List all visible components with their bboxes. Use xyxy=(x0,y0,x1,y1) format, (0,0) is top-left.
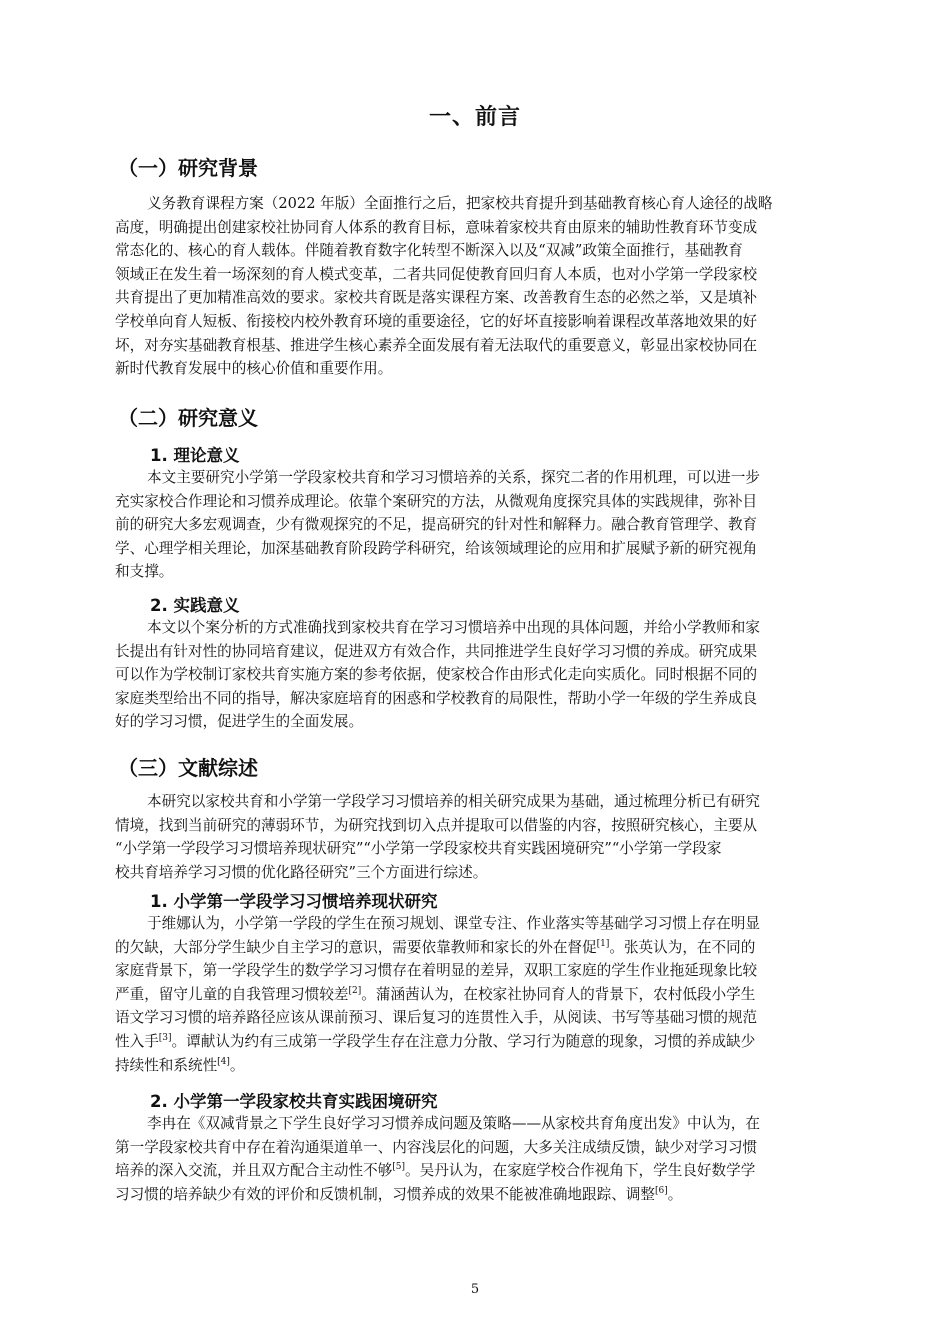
text-line: 坏，对夯实基础教育根基、推进学生核心素养全面发展有着无法取代的重要意义，彰显出家校协同在 xyxy=(115,336,758,354)
section-title-background: （一）研究背景 xyxy=(118,156,258,180)
text-line: 语文学习习惯的培养路径应该从课前预习、课后复习的连贯性入手，从阅读、书写等基础习惯的规范 xyxy=(115,1009,758,1027)
text-fragment: 。 xyxy=(229,1056,245,1074)
citation-ref[interactable]: [3] xyxy=(158,1032,172,1043)
subsection-title-practice: 2. 实践意义 xyxy=(150,596,240,615)
text-fragment: 。吴丹认为，在家庭学校合作视角下，学生良好数学学 xyxy=(405,1162,756,1180)
subsection-title-status: 1. 小学第一学段学习习惯培养现状研究 xyxy=(150,892,438,911)
paragraph-difficulty xyxy=(115,1112,857,1206)
citation-ref[interactable]: [5] xyxy=(392,1162,406,1173)
text-fragment: 。张英认为，在不同的 xyxy=(609,938,756,956)
text-line: 校共育培养学习习惯的优化路径研究”三个方面进行综述。 xyxy=(115,863,488,881)
section-title-significance: （二）研究意义 xyxy=(118,406,258,430)
text-line: 前的研究大多宏观调查，少有微观探究的不足，提高研究的针对性和解释力。融合教育管理学、教育 xyxy=(115,516,758,534)
text-fragment: 。谭献认为约有三成第一学段学生存在注意力分散、学习行为随意的现象，习惯的养成缺少 xyxy=(171,1032,756,1050)
text-line: 和支撑。 xyxy=(115,563,174,581)
text-line: 充实家校合作理论和习惯养成理论。依靠个案研究的方法，从微观角度探究具体的实践规律，弥补目 xyxy=(115,492,758,510)
text-line xyxy=(115,983,857,1007)
citation-ref[interactable]: [1] xyxy=(596,938,610,949)
text-line: 本文主要研究小学第一学段家校共育和学习习惯培养的关系，探究二者的作用机理，可以进一步 xyxy=(147,469,760,486)
text-line: 长提出有针对性的协同培育建议，促进双方有效合作，共同推进学生良好学习习惯的养成。研究成果 xyxy=(115,642,758,660)
text-line: 家庭背景下，第一学段学生的数学学习习惯存在着明显的差异，双职工家庭的学生作业拖延现象比较 xyxy=(115,962,758,980)
text-line: 本研究以家校共育和小学第一学段学习习惯培养的相关研究成果为基础，通过梳理分析已有研究 xyxy=(147,793,760,810)
subsection-title-theory: 1. 理论意义 xyxy=(150,446,240,465)
paragraph-practice xyxy=(115,616,857,734)
text-line: 第一学段家校共育中存在着沟通渠道单一、内容浅层化的问题，大多关注成绩反馈，缺少对学习习惯 xyxy=(115,1138,758,1156)
text-line: 高度，明确提出创建家校社协同育人体系的教育目标，意味着家校共育由原来的辅助性教育环节变成 xyxy=(115,218,758,236)
text-line: 于维娜认为，小学第一学段的学生在预习规划、课堂专注、作业落实等基础学习习惯上存在明显 xyxy=(147,915,760,932)
page-number: 5 xyxy=(470,1282,480,1297)
text-line: “小学第一学段学习习惯培养现状研究”“小学第一学段家校共育实践困境研究”“小学第一学段家 xyxy=(115,840,722,858)
text-line: 义务教育课程方案（2022 年版）全面推行之后，把家校共育提升到基础教育核心育人途径的战略 xyxy=(147,195,773,212)
text-fragment: 培养的深入交流，并且双方配合主动性不够 xyxy=(115,1162,393,1180)
chapter-heading: 一、前言 xyxy=(428,105,521,130)
text-line: 新时代教育发展中的核心价值和重要作用。 xyxy=(115,360,393,378)
text-line: 可以作为学校制订家校共育实施方案的参考依据，使家校合作由形式化走向实质化。同时根据不同的 xyxy=(115,666,758,684)
text-line: 家庭类型给出不同的指导，解决家庭培育的困惑和学校教育的局限性，帮助小学一年级的学生养成良 xyxy=(115,689,758,707)
text-line: 本文以个案分析的方式准确找到家校共育在学习习惯培养中出现的具体问题，并给小学教师和家 xyxy=(147,619,760,636)
text-fragment: 。蒲涵茜认为，在校家社协同育人的背景下，农村低段小学生 xyxy=(361,985,756,1003)
text-fragment: 持续性和系统性 xyxy=(115,1056,218,1074)
text-fragment: 性入手 xyxy=(115,1032,159,1050)
text-line xyxy=(115,1030,857,1054)
text-line: 领域正在发生着一场深刻的育人模式变革，二者共同促使教育回归育人本质，也对小学第一学段家校 xyxy=(115,265,758,283)
paragraph-background xyxy=(115,192,857,381)
text-line xyxy=(115,1159,857,1183)
text-fragment: 习习惯的培养缺少有效的评价和反馈机制，习惯养成的效果不能被准确地跟踪、调整 xyxy=(115,1185,655,1203)
paragraph-theory xyxy=(115,466,857,584)
citation-ref[interactable]: [2] xyxy=(348,985,362,996)
text-fragment: 的欠缺，大部分学生缺少自主学习的意识，需要依靠教师和家长的外在督促 xyxy=(115,938,597,956)
paragraph-status xyxy=(115,912,857,1077)
subsection-title-difficulty: 2. 小学第一学段家校共育实践困境研究 xyxy=(150,1092,438,1111)
text-line: 李冉在《双减背景之下学生良好学习习惯养成问题及策略——从家校共育角度出发》中认为，在 xyxy=(147,1115,760,1132)
text-line: 情境，找到当前研究的薄弱环节，为研究找到切入点并提取可以借鉴的内容，按照研究核心，主要从 xyxy=(115,816,758,834)
citation-ref[interactable]: [6] xyxy=(654,1185,668,1196)
citation-ref[interactable]: [4] xyxy=(217,1056,230,1067)
text-line: 常态化的、核心的育人载体。伴随着教育数字化转型不断深入以及“双减”政策全面推行，基础教育 xyxy=(115,242,743,260)
text-fragment: 严重，留守儿童的自我管理习惯较差 xyxy=(115,985,349,1003)
text-line xyxy=(115,1054,857,1078)
text-fragment: 。 xyxy=(667,1185,683,1203)
text-line xyxy=(115,936,857,960)
section-title-review: （三）文献综述 xyxy=(118,756,258,780)
paragraph-review-intro xyxy=(115,790,857,884)
text-line: 好的学习习惯，促进学生的全面发展。 xyxy=(115,713,364,731)
text-line xyxy=(115,1183,857,1207)
text-line: 学、心理学相关理论，加深基础教育阶段跨学科研究，给该领域理论的应用和扩展赋予新的研究视角 xyxy=(115,539,758,557)
text-line: 学校单向育人短板、衔接校内校外教育环境的重要途径，它的好坏直接影响着课程改革落地效果的好 xyxy=(115,312,758,330)
text-line: 共育提出了更加精准高效的要求。家校共育既是落实课程方案、改善教育生态的必然之举，又是填补 xyxy=(115,289,758,307)
